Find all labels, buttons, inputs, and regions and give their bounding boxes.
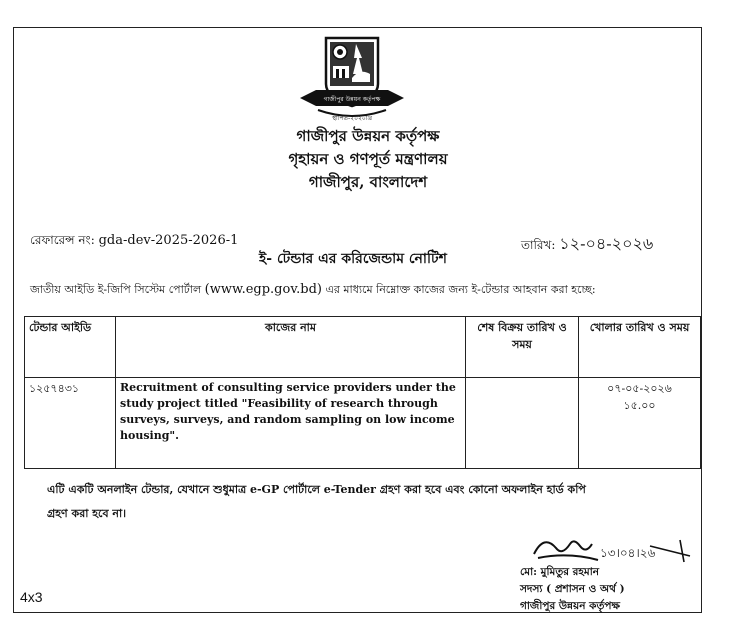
intro-text [30, 281, 596, 300]
opening-date: ০৭-০৫-২০২৬ [607, 382, 672, 395]
table-row [25, 378, 701, 469]
cell-work-name: Recruitment of consulting service providers under the study project titled "Feasibility of research through surveys, surveys, and random sampling on low income housing". [116, 378, 466, 469]
note-line-2: গ্রহণ করা হবে না। [47, 507, 127, 520]
egp-portal-link[interactable]: (www.egp.gov.bd) [204, 282, 322, 297]
signer-office: গাজীপুর উন্নয়ন কর্তৃপক্ষ [520, 600, 621, 612]
header-last-sale: শেষ বিক্রয় তারিখ ও সময় [466, 317, 579, 378]
notice-date [521, 231, 653, 258]
gda-emblem-logo [296, 34, 408, 126]
svg-text:স্থাপিত-২০২০খ্রি: স্থাপিত-২০২০খ্রি [332, 115, 372, 122]
note-line-1: এটি একটি অনলাইন টেন্ডার, যেখানে শুধুমাত্র e-GP পোর্টালে e-Tender গ্রহণ করা হবে এবং কোনো অফলাইন হার্ড কপি [47, 483, 586, 496]
svg-text:গাজীপুর উন্নয়ন কর্তৃপক্ষ: গাজীপুর উন্নয়ন কর্তৃপক্ষ [323, 96, 381, 103]
ministry-name: গৃহায়ন ও গণপূর্ত মন্ত্রণালয় [288, 150, 448, 168]
intro-before: জাতীয় আইডি ই-জিপি সিস্টেম পোর্টাল [30, 283, 202, 296]
notice-title: ই- টেন্ডার এর করিজেন্ডাম নোটিশ [259, 251, 447, 267]
intro-after: এর মাধ্যমে নিম্নোক্ত কাজের জন্য ই-টেন্ডার আহবান করা হচ্ছে: [325, 283, 596, 296]
cell-tender-id: ১২৫৭৪৩১ [25, 378, 116, 469]
tender-table [24, 316, 701, 469]
cell-opening [579, 378, 701, 469]
header-opening-date: খোলার তারিখ ও সময় [579, 317, 701, 378]
signer-name: মো: মুমিতুর রহমান [520, 566, 600, 578]
reference-number [30, 232, 238, 252]
date-label: তারিখ: [521, 238, 556, 252]
cell-last-sale [466, 378, 579, 469]
org-name: গাজীপুর উন্নয়ন কর্তৃপক্ষ [296, 127, 440, 145]
reference-value: gda-dev-2025-2026-1 [98, 233, 239, 248]
online-tender-note [47, 478, 586, 526]
signer-designation: সদস্য ( প্রশাসন ও অর্থ ) [520, 583, 625, 595]
reference-label: রেফারেন্স নং: [30, 233, 95, 247]
date-value: ১২-০৪-২০২৬ [559, 234, 654, 253]
header-work-name: কাজের নাম [116, 317, 466, 378]
table-header-row [25, 317, 701, 378]
header-tender-id: টেন্ডার আইডি [25, 317, 116, 378]
page-code: 4x3 [20, 589, 43, 605]
location: গাজীপুর, বাংলাদেশ [308, 173, 428, 191]
opening-time: ১৫.০০ [623, 399, 656, 412]
signature-date: ১৩।০৪।২৬ [600, 546, 656, 560]
